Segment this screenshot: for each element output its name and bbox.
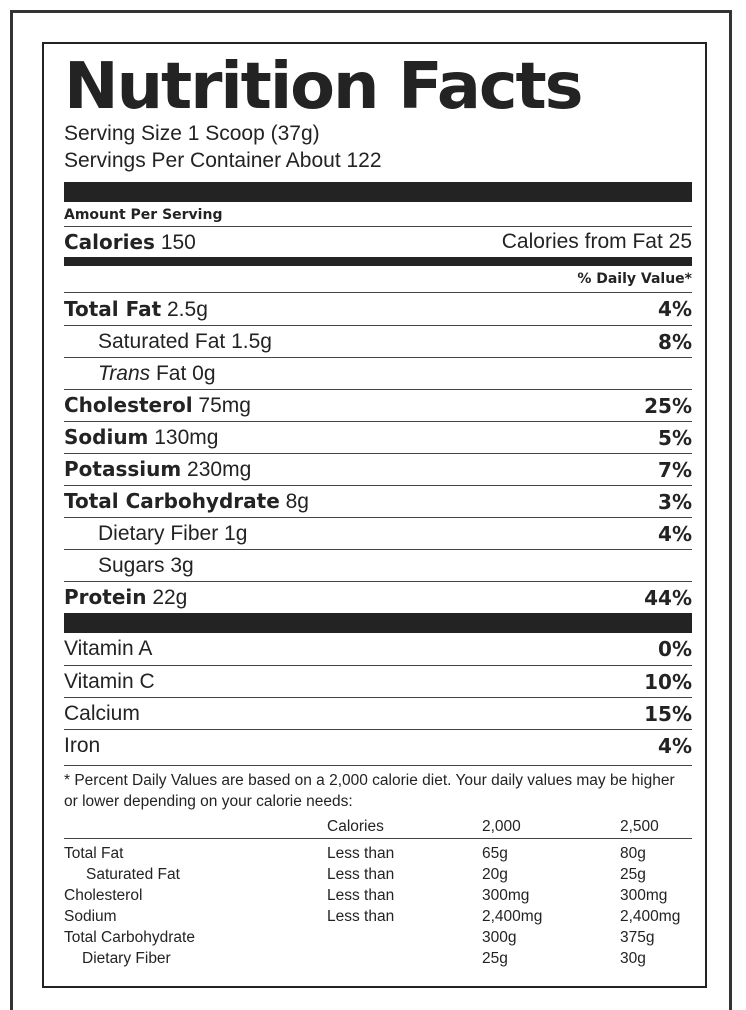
vitamin-pct: 10%	[644, 669, 692, 694]
nutrient-amount: 2.5g	[167, 297, 208, 321]
reference-cell: 30g	[620, 950, 646, 967]
amount-per-serving: Amount Per Serving	[64, 207, 223, 223]
reference-table	[64, 814, 692, 969]
table-row	[64, 927, 692, 948]
nutrient-label-rest: Fat 0g	[150, 361, 216, 385]
medium-divider	[64, 257, 692, 266]
vitamin-name: Calcium	[64, 701, 140, 725]
thick-divider	[64, 182, 692, 202]
vitamin-row-c	[64, 665, 692, 697]
reference-cell: Total Fat	[64, 845, 124, 862]
reference-cell	[327, 948, 482, 969]
nutrient-row-sugars	[64, 549, 692, 581]
nutrient-name	[64, 362, 216, 386]
footnote: * Percent Daily Values are based on a 2,000 calorie diet. Your daily values may be higher or lower depending on your calorie needs:	[64, 765, 692, 812]
reference-cell	[327, 927, 482, 948]
reference-header-cell: 2,000	[482, 814, 620, 839]
reference-cell: Less than	[327, 845, 395, 862]
nutrient-name: Sugars 3g	[98, 553, 194, 577]
reference-cell: 300mg	[620, 887, 668, 904]
reference-cell: 20g	[482, 866, 508, 883]
reference-cell: 80g	[620, 845, 646, 862]
nutrient-amount: 22g	[152, 586, 188, 609]
nutrient-row-saturated-fat	[64, 325, 692, 357]
nutrient-pct: 5%	[658, 425, 692, 450]
nutrient-pct: 25%	[644, 393, 692, 418]
nutrient-row-protein	[64, 581, 692, 613]
nutrient-pct: 8%	[658, 329, 692, 354]
nutrient-label: Protein	[64, 585, 147, 609]
reference-cell: 65g	[482, 845, 508, 862]
nutrient-label: Potassium	[64, 457, 182, 481]
nutrient-name	[64, 489, 309, 514]
vitamin-pct: 0%	[658, 637, 692, 661]
calories	[64, 227, 196, 257]
nutrient-amount: 8g	[285, 490, 309, 513]
vitamin-row-calcium	[64, 697, 692, 729]
reference-cell: 300mg	[482, 887, 530, 904]
reference-header-cell: 2,500	[620, 814, 692, 839]
nutrient-name: Saturated Fat 1.5g	[98, 329, 272, 353]
nutrient-row-dietary-fiber	[64, 517, 692, 549]
nutrient-name	[64, 425, 218, 450]
nutrient-row-total-carbohydrate	[64, 485, 692, 517]
nutrient-amount: 75mg	[198, 394, 251, 417]
serving-size: Serving Size 1 Scoop (37g)	[64, 122, 320, 145]
table-row	[64, 906, 692, 927]
reference-cell: 2,400mg	[620, 908, 681, 925]
nutrient-pct: 4%	[658, 521, 692, 546]
nutrient-name	[64, 457, 251, 482]
vitamin-row-iron	[64, 729, 692, 761]
nutrient-label: Cholesterol	[64, 393, 193, 417]
vitamin-name: Vitamin C	[64, 669, 155, 693]
nutrient-row-cholesterol	[64, 389, 692, 421]
calories-from-fat: Calories from Fat 25	[501, 230, 692, 253]
nutrient-pct: 7%	[658, 457, 692, 482]
calories-value: 150	[160, 231, 196, 254]
daily-value-header: % Daily Value*	[64, 266, 692, 293]
reference-cell: 300g	[482, 929, 517, 946]
nutrient-row-sodium	[64, 421, 692, 453]
nutrient-name	[64, 585, 187, 610]
reference-cell: 2,400mg	[482, 908, 543, 925]
vitamin-row-a	[64, 633, 692, 665]
vitamin-name: Vitamin A	[64, 637, 153, 660]
reference-cell: Cholesterol	[64, 887, 143, 904]
vitamin-pct: 15%	[644, 701, 692, 726]
nutrient-name	[64, 297, 208, 322]
reference-cell: Less than	[327, 887, 395, 904]
table-row	[64, 948, 692, 969]
nutrient-amount: 130mg	[154, 426, 219, 449]
reference-cell: 375g	[620, 929, 655, 946]
reference-cell: Less than	[327, 908, 395, 925]
nutrient-label: Total Fat	[64, 296, 162, 321]
reference-cell: Saturated Fat	[86, 866, 180, 883]
table-row	[64, 839, 692, 865]
nutrient-label-italic: Trans	[98, 361, 151, 385]
reference-header-row	[64, 814, 692, 839]
nutrient-pct: 4%	[658, 297, 692, 321]
thick-divider-vitamins	[64, 613, 692, 633]
reference-cell: 25g	[482, 950, 508, 967]
reference-header-cell: Calories	[327, 814, 482, 839]
nutrient-row-trans-fat	[64, 357, 692, 389]
nutrient-pct: 3%	[658, 489, 692, 514]
calories-label: Calories	[64, 230, 155, 254]
calories-row	[64, 226, 692, 257]
nutrient-label: Sodium	[64, 425, 149, 449]
label-content	[64, 50, 692, 969]
servings-per-container: Servings Per Container About 122	[64, 149, 382, 172]
reference-cell: Less than	[327, 866, 395, 883]
nutrient-name: Dietary Fiber 1g	[98, 521, 248, 545]
table-row	[64, 864, 692, 885]
vitamin-name: Iron	[64, 733, 101, 757]
reference-cell: Sodium	[64, 908, 117, 925]
nutrient-name	[64, 393, 251, 418]
label-title: Nutrition Facts	[64, 50, 582, 124]
nutrient-label: Total Carbohydrate	[64, 489, 280, 513]
reference-cell: Total Carbohydrate	[64, 929, 195, 946]
nutrition-label	[42, 42, 707, 988]
table-row	[64, 885, 692, 906]
reference-cell: Dietary Fiber	[82, 950, 171, 967]
reference-header-cell	[64, 814, 327, 839]
vitamin-pct: 4%	[658, 733, 692, 758]
nutrient-row-total-fat	[64, 293, 692, 325]
reference-cell: 25g	[620, 866, 646, 883]
nutrient-pct: 44%	[644, 585, 692, 610]
nutrient-amount: 230mg	[187, 458, 252, 481]
nutrient-row-potassium	[64, 453, 692, 485]
